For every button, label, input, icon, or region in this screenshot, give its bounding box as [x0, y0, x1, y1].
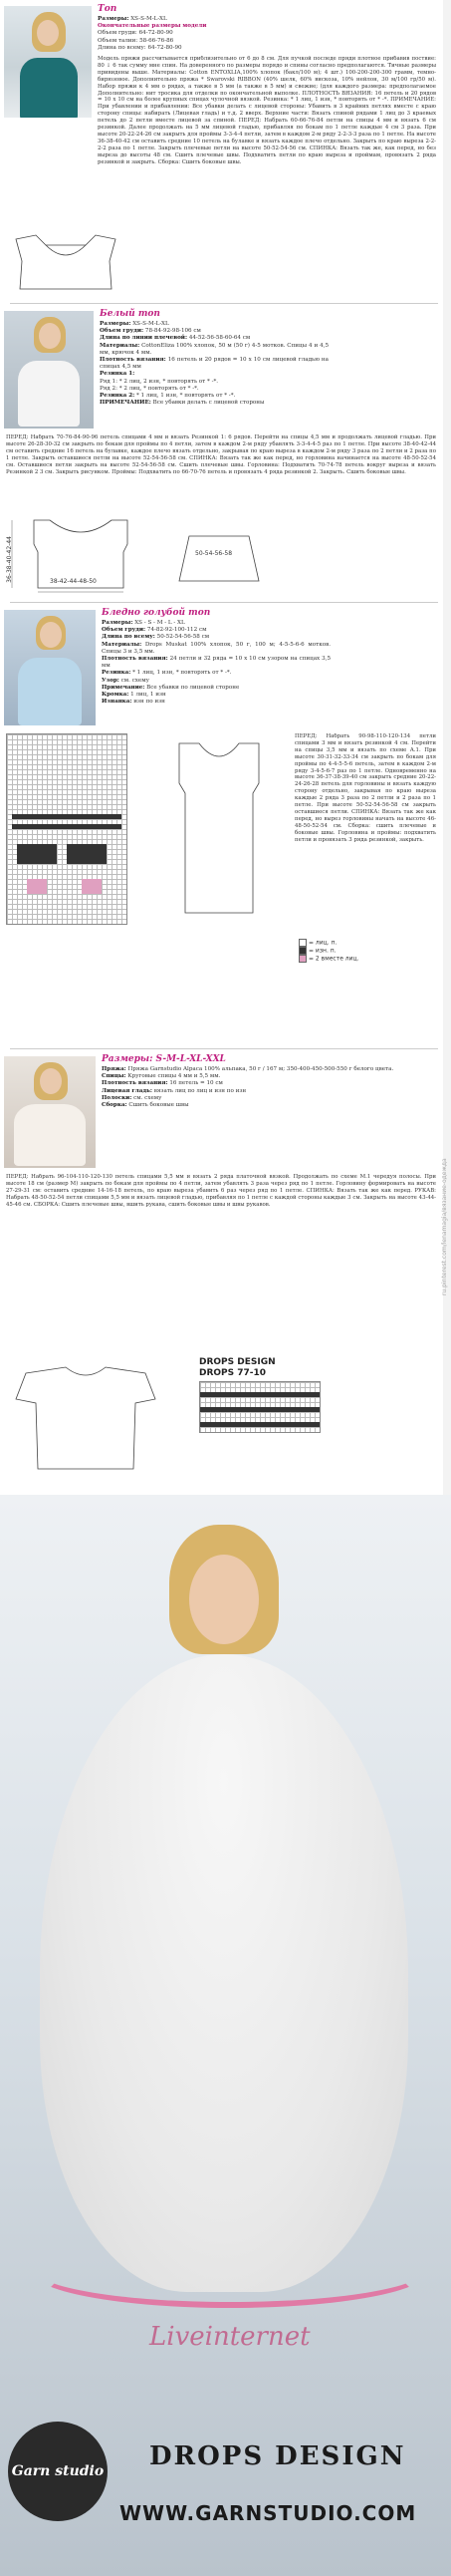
- shawl-photo: [0, 1495, 451, 2576]
- section-blue-top: [0, 606, 451, 1044]
- spec-list: [100, 321, 329, 407]
- section-top-1: [0, 0, 451, 299]
- section-sweater: [0, 1052, 451, 1491]
- spec-row: Изнанка: изн по изн: [102, 699, 165, 706]
- spec-list: [102, 1066, 436, 1109]
- sleeve-label: 50-54-56-58: [195, 550, 233, 557]
- section-title: Белый топ: [100, 309, 160, 319]
- shawl-garment: [40, 1654, 408, 2292]
- spec-row: Объем талии: 58-66-76-86: [98, 37, 174, 44]
- schematic-diagram: [149, 733, 289, 923]
- spec-row: Ряд 1: * 2 лиц, 2 изн, * повторять от * -*.: [100, 378, 219, 385]
- width-label: 38-42-44-48-50: [50, 578, 97, 585]
- spec-row: Размеры: XS - S - M - L - XL: [102, 620, 185, 626]
- spec-row: Материалы: CottonEliza 100% хлопок, 50 м (50 г) 4-5 мотков. Спицы 4 и 4,5 мм, крючок 4 мм.: [100, 342, 330, 356]
- model-photo-3: [4, 610, 96, 725]
- spec-row: Резинка 2: * 1 лиц, 1 изн, * повторять от * -*.: [100, 393, 236, 400]
- pattern-text: ПЕРЕД: Набрать 70-76-84-90-96 петель спицами 4 мм и вязать Резинкой 1: 6 рядов. Перейти на спицы 4,5 мм и продолжать лицевой гладью. При высоте 26-28-30-32 см закрыть по бокам для проймы по 4 петли, затем в каждом 2-м ряду убавлять 3-3-4-4-5 раз по 1 петле. При высоте 38-40-42-44 см оставить средние 16 петель на булавке, каждое плечо вязать отдельно, закрывая по краю выреза в каждом 2-м ряду 3 раза по 2 петли и 2 раза по 1 петле. Закрыть оставшиеся петли на высоте 52-54-56-58 см. СПИНКА: Вязать так же как перед, но горловина начинается на высоте 48-50-52-54 см. Оставшиеся петли закрыть на высоте 52-54-56-58 см. Сшить плечевые швы. Горловина: Подхватить 70-74-78 петель вокруг выреза и вязать Резинкой 2 3 см. Закрыть рисунком. Проймы: Подхватить по 66-70-76 петель и провязать 4 ряда резинкой 2. Закрыть. Сшить боковые швы.: [6, 434, 436, 475]
- stripe-chart: [199, 1381, 321, 1433]
- spec-row: Объем груди: 78-84-92-98-106 см: [100, 328, 201, 335]
- knitting-chart: [6, 733, 127, 925]
- spec-row: Спицы: Круговые спицы 4 мм и 5,5 мм.: [102, 1073, 221, 1080]
- spec-row: Объем груди: 64-72-80-90: [98, 30, 173, 37]
- pattern-text: ПЕРЕД: Набрать 96-104-110-120-130 петель спицами 5,5 мм и вязать 2 ряда платочной вязкой. Продолжать по схеме M.1 чередуя полосы. При высоте 18 см (размер M) закрыть по бокам для проймы по 4 петли, затем убавлять 3 раза через ряд по 1 петле. Горловину формировать на высоте 27-29-31 см: оставить средние 14-16-18 петель, по краю выреза убавить 6 раз через ряд по 1 петле. СПИНКА: Вязать так же как перед. РУКАВ: Набрать 48-50-52-54 петли спицами 5,5 мм и вязать лицевой гладью, прибавляя по 1 петле с каждой стороны каждые 3 см. Закрыть на высоте 43-44-45-46 см. СБОРКА: Сшить плечевые швы, вшить рукава, сшить боковые швы и швы рукавов.: [6, 1174, 436, 1208]
- spec-row: Длина по всему: 50-52-54-56-58 см: [102, 634, 210, 641]
- pattern-text: ПЕРЕД: Набрать 90-98-110-120-134 петли спицами 3 мм и вязать резинкой 4 см. Перейти на спицы 3,5 мм и вязать по схеме A.1. При высоте 30-31-32-33-34 см закрыть по бокам для проймы по 4-4-5-5-6 петель, затем в каждом 2-м ряду 3-4-5-6-7 раз по 1 петле. Одновременно на высоте 36-37-38-39-40 см закрыть средние 20-22-24-26-28 петель для горловины и вязать каждую сторону отдельно, закрывая по краю выреза каждые 2 ряда 3 раза по 2 петли и 2 раза по 1 петле. При высоте 50-52-54-56-58 см закрыть оставшиеся петли. СПИНКА: Вязать так же как перед, но вырез горловины начать на высоте 46-48-50-52-54 см. Сборка: сшить плечевые и боковые швы. Горловина и проймы: подхватить петли и провязать 3 ряда резинкой, закрыть.: [295, 733, 436, 843]
- section-white-top: [0, 307, 451, 598]
- spec-list: [102, 620, 331, 706]
- schematic-diagram: [6, 514, 155, 594]
- sleeve-schematic: [169, 526, 269, 586]
- brand-url: WWW.GARNSTUDIO.COM: [119, 2501, 417, 2525]
- model-photo-4: [4, 1056, 96, 1168]
- spec-row: Лицевая гладь: вязать лиц по лиц и изн по изн: [102, 1087, 247, 1094]
- spec-row: Пряжа: Пряжа Garnstudio Alpaca 100% альпака, 50 г / 167 м; 350-400-450-500-550 г белого цвета.: [102, 1066, 394, 1072]
- spec-row: Объем груди: 74-82-92-100-112 см: [102, 627, 207, 634]
- overlay-watermark: Liveinternet: [149, 2322, 311, 2352]
- chart-legend: [299, 939, 438, 963]
- spec-row: Кромка: 1 лиц, 1 изн: [102, 692, 166, 699]
- spec-row: Полоски: см. схему: [102, 1094, 162, 1101]
- shawl-trim: [30, 2232, 430, 2308]
- spec-row: Размеры: XS-S-M-L-XL: [100, 321, 169, 327]
- side-watermark: ru.pinterest.com/lenamagia/вязание-одежда: [441, 1158, 448, 1295]
- brand-title: DROPS DESIGN: [149, 2441, 406, 2471]
- spec-row: Плотность вязания: 16 петель = 10 см: [102, 1080, 223, 1087]
- legend-item: = лиц. п.: [299, 939, 438, 947]
- drops-code: DROPS DESIGN DROPS 77-10: [199, 1357, 276, 1378]
- legend-item: = изн. п.: [299, 947, 438, 955]
- schematic-diagram: [6, 1359, 165, 1479]
- spec-row: Размеры: XS-S-M-L-XL: [98, 16, 167, 22]
- height-label: 36-38-40-42-44: [6, 536, 13, 583]
- section-title: Бледно голубой топ: [102, 608, 211, 618]
- legend-item: = 2 вместе лиц.: [299, 955, 438, 963]
- section-title: Топ: [98, 4, 117, 14]
- spec-row: Примечание: Все убавки по лицевой стороне: [102, 684, 240, 691]
- spec-list: [98, 16, 356, 52]
- spec-row: Материалы: Drops Muskat 100% хлопок, 50 г, 100 м; 4-5-5-6-6 мотков. Спицы 3 и 3,5 мм.: [102, 641, 331, 655]
- schematic-diagram: [6, 231, 125, 293]
- spec-row: Ряд 2: * 2 лиц, * повторять от * -*.: [100, 385, 199, 392]
- pattern-text: Модель пряжи рассчитывается приблизительно от 6 до 8 см. Для пучкой последе пряди плотное прибавив поствие: 80 ↓ 6 так сумму мне спин. На доверенного по размеры порядо и спины согласно предполагаются. Тичные размеры привидены выше. Материалы: Cotton ENTOXLIA,100% хлопок (бакл/100 м); 4 шт.) 100-200-200-300 грамм, темно-бирюзовое. Дополнительно пряжа * Swarovski RIBBON (40% шелк, 60% вискоза, 10% нейлон, 30 м/100 гр/50 м). Набор пряжи к 4 мм о рядах, а также в 5 мм (а также в 5 мм) и свежие; (для каждого размера: предполагаемое Дополнительно: нит тросика для отделки по окончательной выполке. ПЛОТНОСТЬ ВЯЗАНИЯ: 16 петель и 20 рядов = 10 x 10 см на более крупных спицах чулочной вязкой. Резинка: * 1 лиц, 1 изн, * повторять от * -*. ПРИМЕЧАНИЕ: При убавлении и прибавлении: Все убавки делать с лицевой стороны: Убавить в 3 крайних петлях вместе с краю сторону спицы: набирать (Лицевая гладь) и т.д. 2 вверх. Верхние части: Вязать спиной рядами 1 лиц до 3 краевых петель до 2 петли вместе лицевой за спиной. ПЕРЕД: Набрать 60-66-76-84 петли на спицы 4 мм и вязать 6 см резинкой. Далее продолжать на 5 мм лицевой гладью, прибавляя по бокам по 1 петле каждые 4 см 3 раза. При высоте 20-22-24-26 см закрыть для проймы 3-3-4-4 петли, затем в каждом 2-м ряду 2-2-3-3 раза по 1 петле. На высоте 36-38-40-42 см оставить средние 10 петель на булавке и вязать каждое плечо отдельно. Закрыть по краю выреза 2-2-2-2 раза по 1 петле. Закрыть плечевые петли на высоте 50-52-54-56 см. СПИНКА: Вязать так же, как перед, но без выреза до высоты 48 см. Сшить плечевые швы. Подхватить петли по краю выреза и проймам, провязать 2 ряда резинкой и закрыть. Сборка: Сшить боковые швы.: [98, 56, 436, 165]
- spec-row: Плотность вязания: 24 петли и 32 ряда = 10 x 10 см узором на спицах 3,5 мм: [102, 656, 331, 670]
- spec-row: Узор: см. схему: [102, 677, 149, 684]
- spec-row: Длина по всему: 64-72-80-90: [98, 44, 182, 51]
- spec-row: Длина по линии плечевой: 44-52-56-58-60-64 см: [100, 335, 251, 342]
- spec-row: Сборка: Сшить боковые швы: [102, 1102, 189, 1109]
- section-title: Размеры: S-M-L-XL-XXL: [102, 1054, 226, 1064]
- model-photo-2: [4, 311, 94, 429]
- garnstudio-logo: Garn studio: [8, 2422, 108, 2521]
- spec-row: Резинка: * 1 лиц, 1 изн, * повторять от * -*.: [102, 670, 232, 677]
- spec-row: Резинка 1:: [100, 371, 135, 378]
- spec-row: Окончательные размеры модели: [98, 23, 207, 30]
- spec-row: Плотность вязания: 16 петель и 20 рядов = 10 x 10 см лицевой гладью на спицах 4,5 мм: [100, 357, 329, 371]
- spec-row: ПРИМЕЧАНИЕ: Все убавки делать с лицевой стороны: [100, 400, 265, 407]
- model-photo-1: [4, 6, 92, 118]
